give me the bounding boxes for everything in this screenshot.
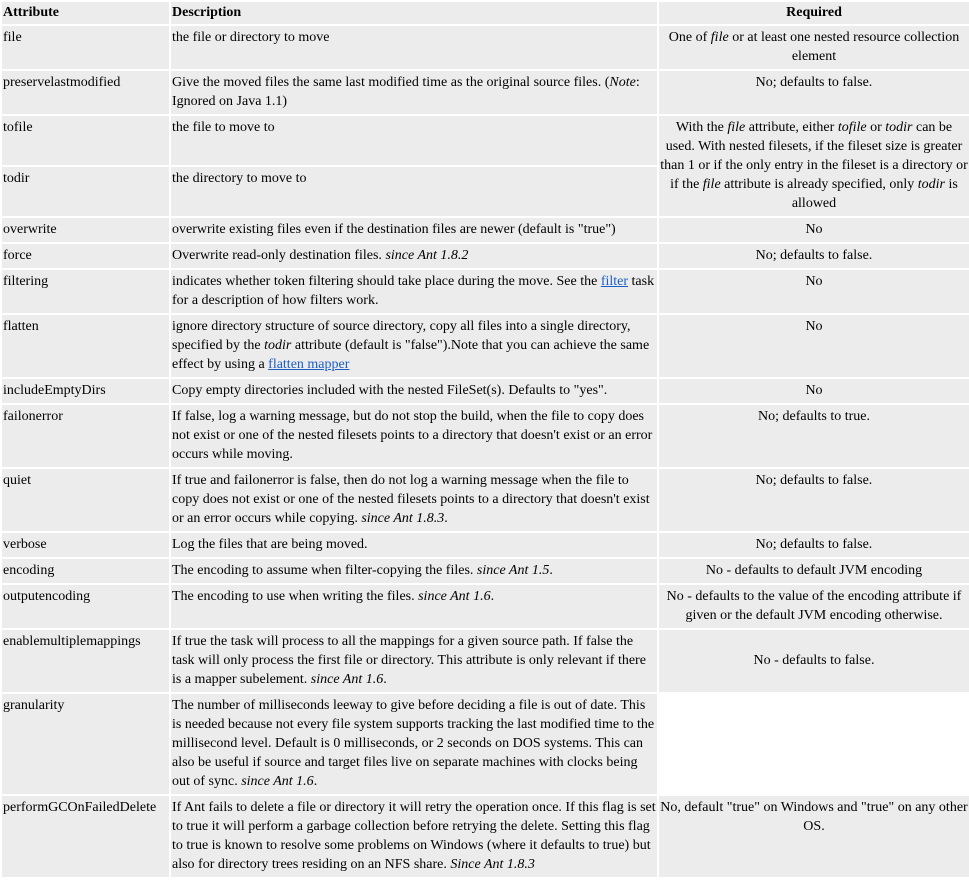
attribute-description: If Ant fails to delete a file or directory it will retry the operation once. If this flag is set to true it will perform a garbage collection before retrying the delete. Setting this flag to true is known to resolve some problems on Windows (where it defaults to true) but also for directory trees residing on an NFS share. Since Ant 1.8.3: [170, 795, 658, 878]
attribute-description: If false, log a warning message, but do not stop the build, when the file to copy does not exist or one of the nested filesets points to a directory that doesn't exist or an error occurs while moving.: [170, 404, 658, 468]
table-row: [1, 217, 969, 243]
attribute-description: Copy empty directories included with the nested FileSet(s). Defaults to "yes".: [170, 378, 658, 404]
header-row: [1, 1, 969, 25]
attribute-description: indicates whether token filtering should take place during the move. See the filter task for a description of how filters work.: [170, 269, 658, 314]
attribute-name: preservelastmodified: [1, 70, 170, 115]
attribute-required: No: [658, 314, 969, 378]
table-row: [1, 378, 969, 404]
attribute-description: the directory to move to: [170, 166, 658, 217]
attribute-required: No, default "true" on Windows and "true" on any other OS.: [658, 795, 969, 878]
attribute-description: Give the moved files the same last modified time as the original source files. (Note: Ignored on Java 1.1): [170, 70, 658, 115]
attribute-name: encoding: [1, 558, 170, 584]
attribute-name: enablemultiplemappings: [1, 629, 170, 693]
attribute-required: No; defaults to false.: [658, 532, 969, 558]
attribute-description: If true and failonerror is false, then do not log a warning message when the file to copy does not exist or one of the nested filesets points to a directory that doesn't exist or an error occurs while copying. since Ant 1.8.3.: [170, 468, 658, 532]
table-row: [1, 115, 969, 166]
attribute-required-empty: [658, 693, 969, 795]
attribute-required: No - defaults to the value of the encoding attribute if given or the default JVM encoding otherwise.: [658, 584, 969, 629]
table-row: [1, 70, 969, 115]
attribute-description: Log the files that are being moved.: [170, 532, 658, 558]
table-row: [1, 629, 969, 693]
attribute-required: No - defaults to default JVM encoding: [658, 558, 969, 584]
filter-link[interactable]: filter: [600, 274, 629, 289]
attribute-required: No: [658, 378, 969, 404]
table-row: [1, 584, 969, 629]
attribute-name: granularity: [1, 693, 170, 795]
attribute-name: includeEmptyDirs: [1, 378, 170, 404]
table-row: [1, 25, 969, 70]
attribute-name: force: [1, 243, 170, 269]
attribute-required: No; defaults to false.: [658, 243, 969, 269]
attribute-name: file: [1, 25, 170, 70]
attribute-required: No; defaults to false.: [658, 468, 969, 532]
attribute-name: performGCOnFailedDelete: [1, 795, 170, 878]
attribute-description: The encoding to use when writing the files. since Ant 1.6.: [170, 584, 658, 629]
attribute-required: One of file or at least one nested resource collection element: [658, 25, 969, 70]
header-description: Description: [170, 1, 658, 25]
flatten-mapper-link[interactable]: flatten mapper: [268, 357, 350, 372]
attribute-description: ignore directory structure of source directory, copy all files into a single directory, specified by the todir attribute (default is "false").Note that you can achieve the same effect by using a flatten mapper: [170, 314, 658, 378]
header-required: Required: [658, 1, 969, 25]
attribute-description: overwrite existing files even if the destination files are newer (default is "true"): [170, 217, 658, 243]
attribute-name: failonerror: [1, 404, 170, 468]
attribute-required: No: [658, 269, 969, 314]
attribute-required: No; defaults to false.: [658, 70, 969, 115]
attribute-required: No - defaults to false.: [658, 629, 969, 693]
table-row: [1, 558, 969, 584]
attribute-required: No; defaults to true.: [658, 404, 969, 468]
attribute-required: With the file attribute, either tofile or todir can be used. With nested filesets, if the fileset size is greater than 1 or if the only entry in the fileset is a directory or if the file attribute is already specified, only todir is allowed: [658, 115, 969, 217]
table-row: [1, 795, 969, 878]
attribute-required: No: [658, 217, 969, 243]
table-row: [1, 532, 969, 558]
table-row: [1, 468, 969, 532]
attribute-description: If true the task will process to all the mappings for a given source path. If false the task will only process the first file or directory. This attribute is only relevant if there is a mapper subelement. since Ant 1.6.: [170, 629, 658, 693]
table-row: [1, 314, 969, 378]
attribute-name: tofile: [1, 115, 170, 166]
attribute-name: outputencoding: [1, 584, 170, 629]
attribute-description: The number of milliseconds leeway to give before deciding a file is out of date. This is needed because not every file system supports tracking the last modified time to the millisecond level. Default is 0 milliseconds, or 2 seconds on DOS systems. This can also be useful if source and target files live on separate machines with clocks being out of sync. since Ant 1.6.: [170, 693, 658, 795]
attribute-name: quiet: [1, 468, 170, 532]
attribute-description: the file or directory to move: [170, 25, 658, 70]
table-row: [1, 269, 969, 314]
attribute-name: overwrite: [1, 217, 170, 243]
header-attribute: Attribute: [1, 1, 170, 25]
attribute-name: filtering: [1, 269, 170, 314]
attribute-name: verbose: [1, 532, 170, 558]
table-row: [1, 404, 969, 468]
attribute-description: The encoding to assume when filter-copying the files. since Ant 1.5.: [170, 558, 658, 584]
attribute-description: the file to move to: [170, 115, 658, 166]
table-row: [1, 693, 969, 795]
attribute-name: todir: [1, 166, 170, 217]
attribute-name: flatten: [1, 314, 170, 378]
attribute-description: Overwrite read-only destination files. since Ant 1.8.2: [170, 243, 658, 269]
table-row: [1, 243, 969, 269]
